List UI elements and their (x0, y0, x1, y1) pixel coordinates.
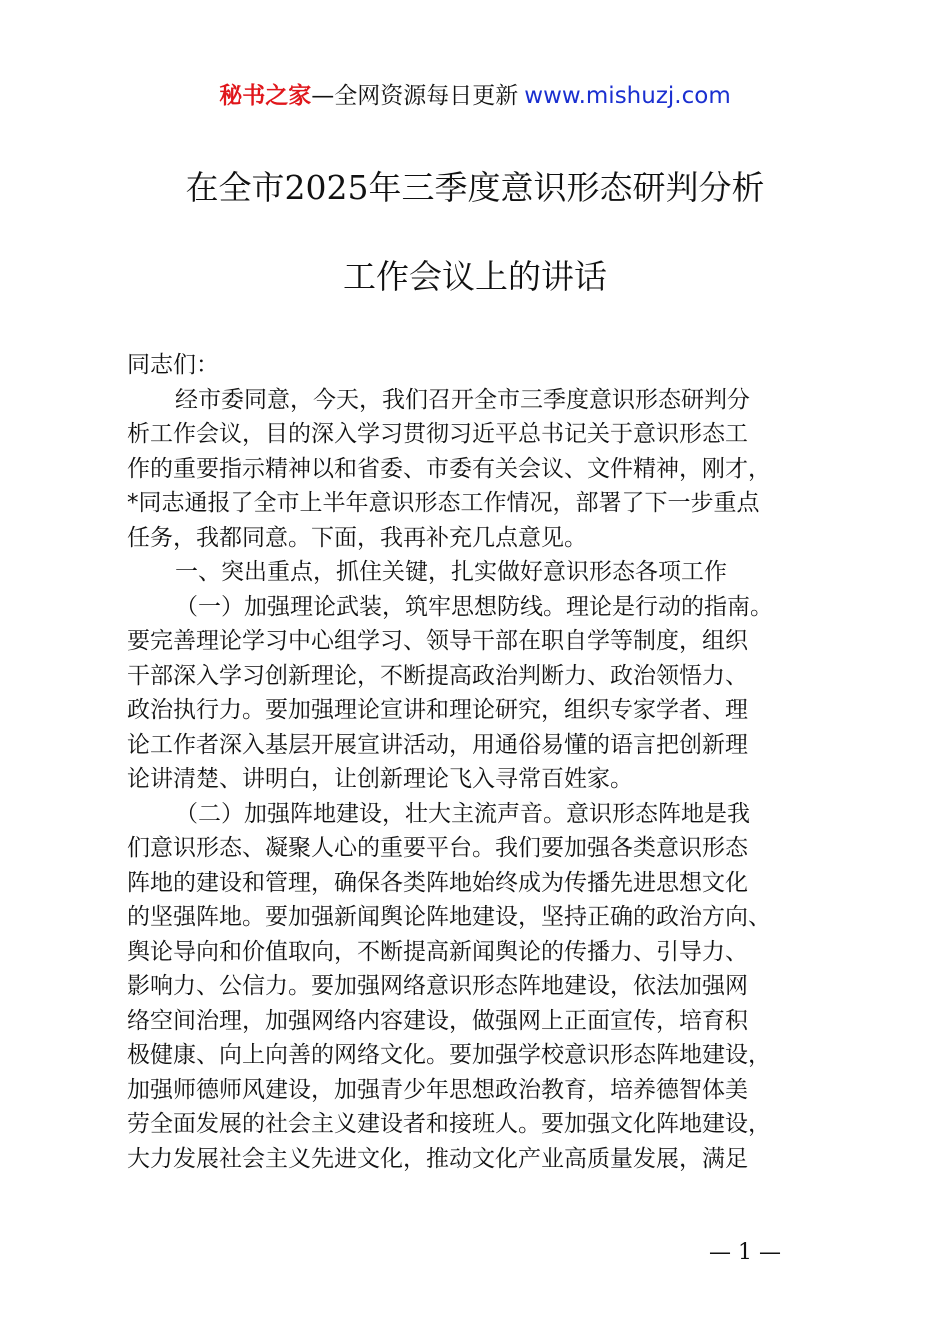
body-line: （一）加强理论武装，筑牢思想防线。理论是行动的指南。 (175, 593, 773, 620)
body-line: 络空间治理，加强网络内容建设，做强网上正面宣传，培育积 (127, 1007, 748, 1034)
body-line: 大力发展社会主义先进文化，推动文化产业高质量发展，满足 (127, 1145, 748, 1172)
site-url: www.mishuzj.com (524, 83, 731, 109)
body-line: 加强师德师风建设，加强青少年思想政治教育，培养德智体美 (127, 1076, 748, 1103)
body-line: 论工作者深入基层开展宣讲活动，用通俗易懂的语言把创新理 (127, 731, 748, 758)
site-header (0, 80, 950, 112)
body-line: 阵地的建设和管理，确保各类阵地始终成为传播先进思想文化 (127, 869, 748, 896)
body-line: （二）加强阵地建设，壮大主流声音。意识形态阵地是我 (175, 800, 750, 827)
body-line: 的坚强阵地。要加强新闻舆论阵地建设，坚持正确的政治方向、 (127, 904, 771, 930)
salutation: 同志们： (127, 352, 219, 378)
body-line: *同志通报了全市上半年意识形态工作情况，部署了下一步重点 (127, 490, 760, 516)
body-line: 干部深入学习创新理论，不断提高政治判断力、政治领悟力、 (127, 662, 748, 689)
body-line: 经市委同意，今天，我们召开全市三季度意识形态研判分 (175, 386, 750, 413)
body-line: 劳全面发展的社会主义建设者和接班人。要加强文化阵地建设， (127, 1111, 771, 1137)
body-line: 论讲清楚、讲明白，让创新理论飞入寻常百姓家。 (127, 766, 633, 792)
document-title-line-1: 在全市2025年三季度意识形态研判分析 (185, 168, 765, 207)
page-number: — 1 — (709, 1240, 781, 1265)
body-line: 要完善理论学习中心组学习、领导干部在职自学等制度，组织 (127, 628, 748, 654)
site-tagline: —全网资源每日更新 (311, 83, 519, 109)
body-line: 们意识形态、凝聚人心的重要平台。我们要加强各类意识形态 (127, 835, 748, 861)
document-body (127, 348, 830, 1176)
site-brand: 秘书之家 (219, 83, 312, 109)
section-heading: 一、突出重点，抓住关键，扎实做好意识形态各项工作 (175, 559, 727, 585)
body-line: 影响力、公信力。要加强网络意识形态阵地建设，依法加强网 (127, 973, 748, 999)
body-line: 析工作会议，目的深入学习贯彻习近平总书记关于意识形态工 (127, 421, 748, 447)
body-line: 任务，我都同意。下面，我再补充几点意见。 (127, 524, 587, 551)
document-title-line-2: 工作会议上的讲话 (343, 257, 607, 296)
body-line: 极健康、向上向善的网络文化。要加强学校意识形态阵地建设， (127, 1042, 771, 1068)
body-line: 作的重要指示精神以和省委、市委有关会议、文件精神，刚才， (127, 455, 771, 482)
body-line: 舆论导向和价值取向，不断提高新闻舆论的传播力、引导力、 (127, 938, 748, 965)
body-line: 政治执行力。要加强理论宣讲和理论研究，组织专家学者、理 (127, 697, 748, 723)
